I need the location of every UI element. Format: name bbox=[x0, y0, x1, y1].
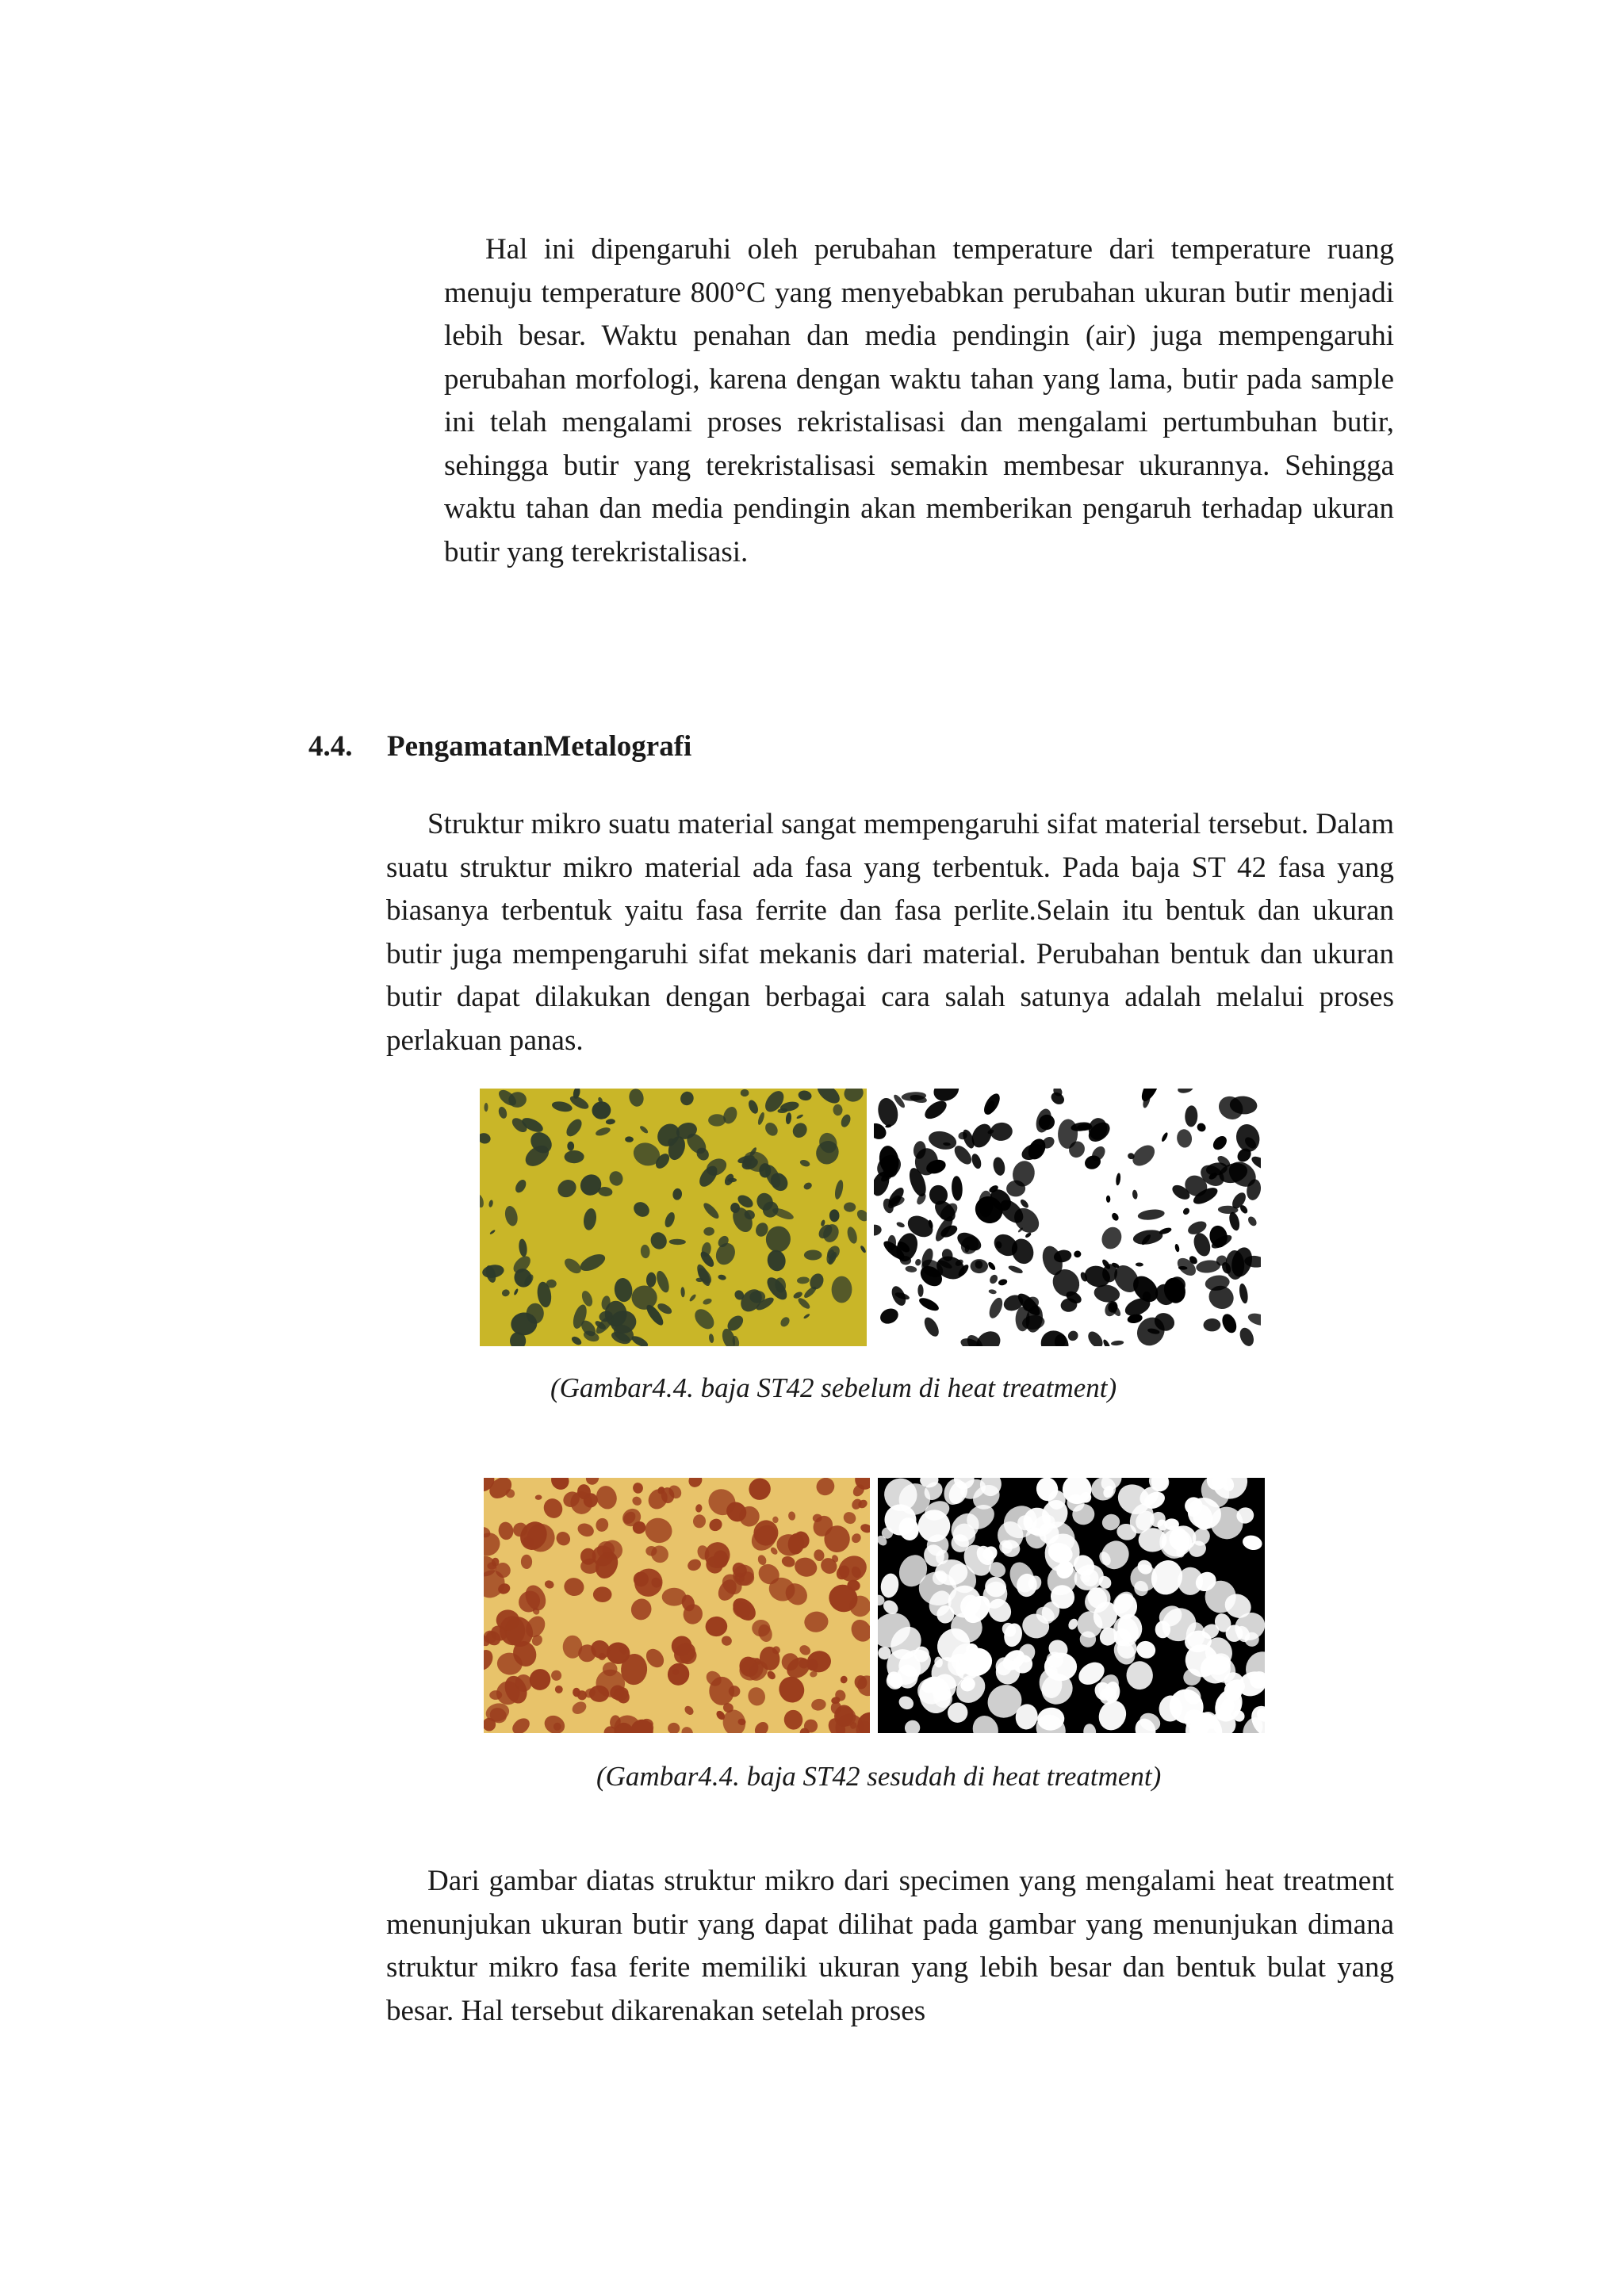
micrograph-binary-before bbox=[874, 1089, 1261, 1346]
figure-after-heat-treatment-binary bbox=[878, 1478, 1265, 1733]
paragraph-observation: Dari gambar diatas struktur mikro dari specimen yang mengalami heat treatment menunjukan ukuran butir yang dapat dilihat pada gambar yang menunjukan dimana struktur mikro fasa ferite memiliki ukuran yang lebih besar dan bentuk bulat yang besar. Hal tersebut dikarenakan setelah proses bbox=[386, 1865, 1394, 2027]
paragraph-temperature-effect: Hal ini dipengaruhi oleh perubahan temperature dari temperature ruang menuju temperature 800°C yang menyebabkan perubahan ukuran butir menjadi lebih besar. Waktu penahan dan media pendingin (air) juga mempengaruhi perubahan morfologi, karena dengan waktu tahan yang lama, butir pada sample ini telah mengalami proses rekristalisasi dan mengalami pertumbuhan butir, sehingga butir yang terekristalisasi semakin membesar ukurannya. Sehingga waktu tahan dan media pendingin akan memberikan pengaruh terhadap ukuran butir yang terekristalisasi. bbox=[444, 233, 1394, 568]
section-title: PengamatanMetalografi bbox=[387, 730, 692, 763]
micrograph-yellow-before bbox=[480, 1089, 867, 1346]
figure-before-heat-treatment-binary bbox=[874, 1089, 1261, 1346]
figure-before-heat-treatment-color bbox=[480, 1089, 867, 1346]
figure-caption-after: (Gambar4.4. baja ST42 sesudah di heat treatment) bbox=[596, 1761, 1162, 1792]
micrograph-orange-after bbox=[484, 1478, 870, 1733]
figure-caption-before: (Gambar4.4. baja ST42 sebelum di heat treatment) bbox=[550, 1372, 1117, 1403]
paragraph-microstructure-intro: Struktur mikro suatu material sangat mempengaruhi sifat material tersebut. Dalam suatu struktur mikro material ada fasa yang terbentuk. Pada baja ST 42 fasa yang biasanya terbentuk yaitu fasa ferrite dan fasa perlite.Selain itu bentuk dan ukuran butir juga mempengaruhi sifat mekanis dari material. Perubahan bentuk dan ukuran butir dapat dilakukan dengan berbagai cara salah satunya adalah melalui proses perlakuan panas. bbox=[386, 808, 1394, 1057]
section-number: 4.4. bbox=[308, 730, 353, 763]
figure-after-heat-treatment-color bbox=[484, 1478, 870, 1733]
section-heading bbox=[308, 729, 691, 763]
micrograph-binary-after bbox=[878, 1478, 1265, 1733]
